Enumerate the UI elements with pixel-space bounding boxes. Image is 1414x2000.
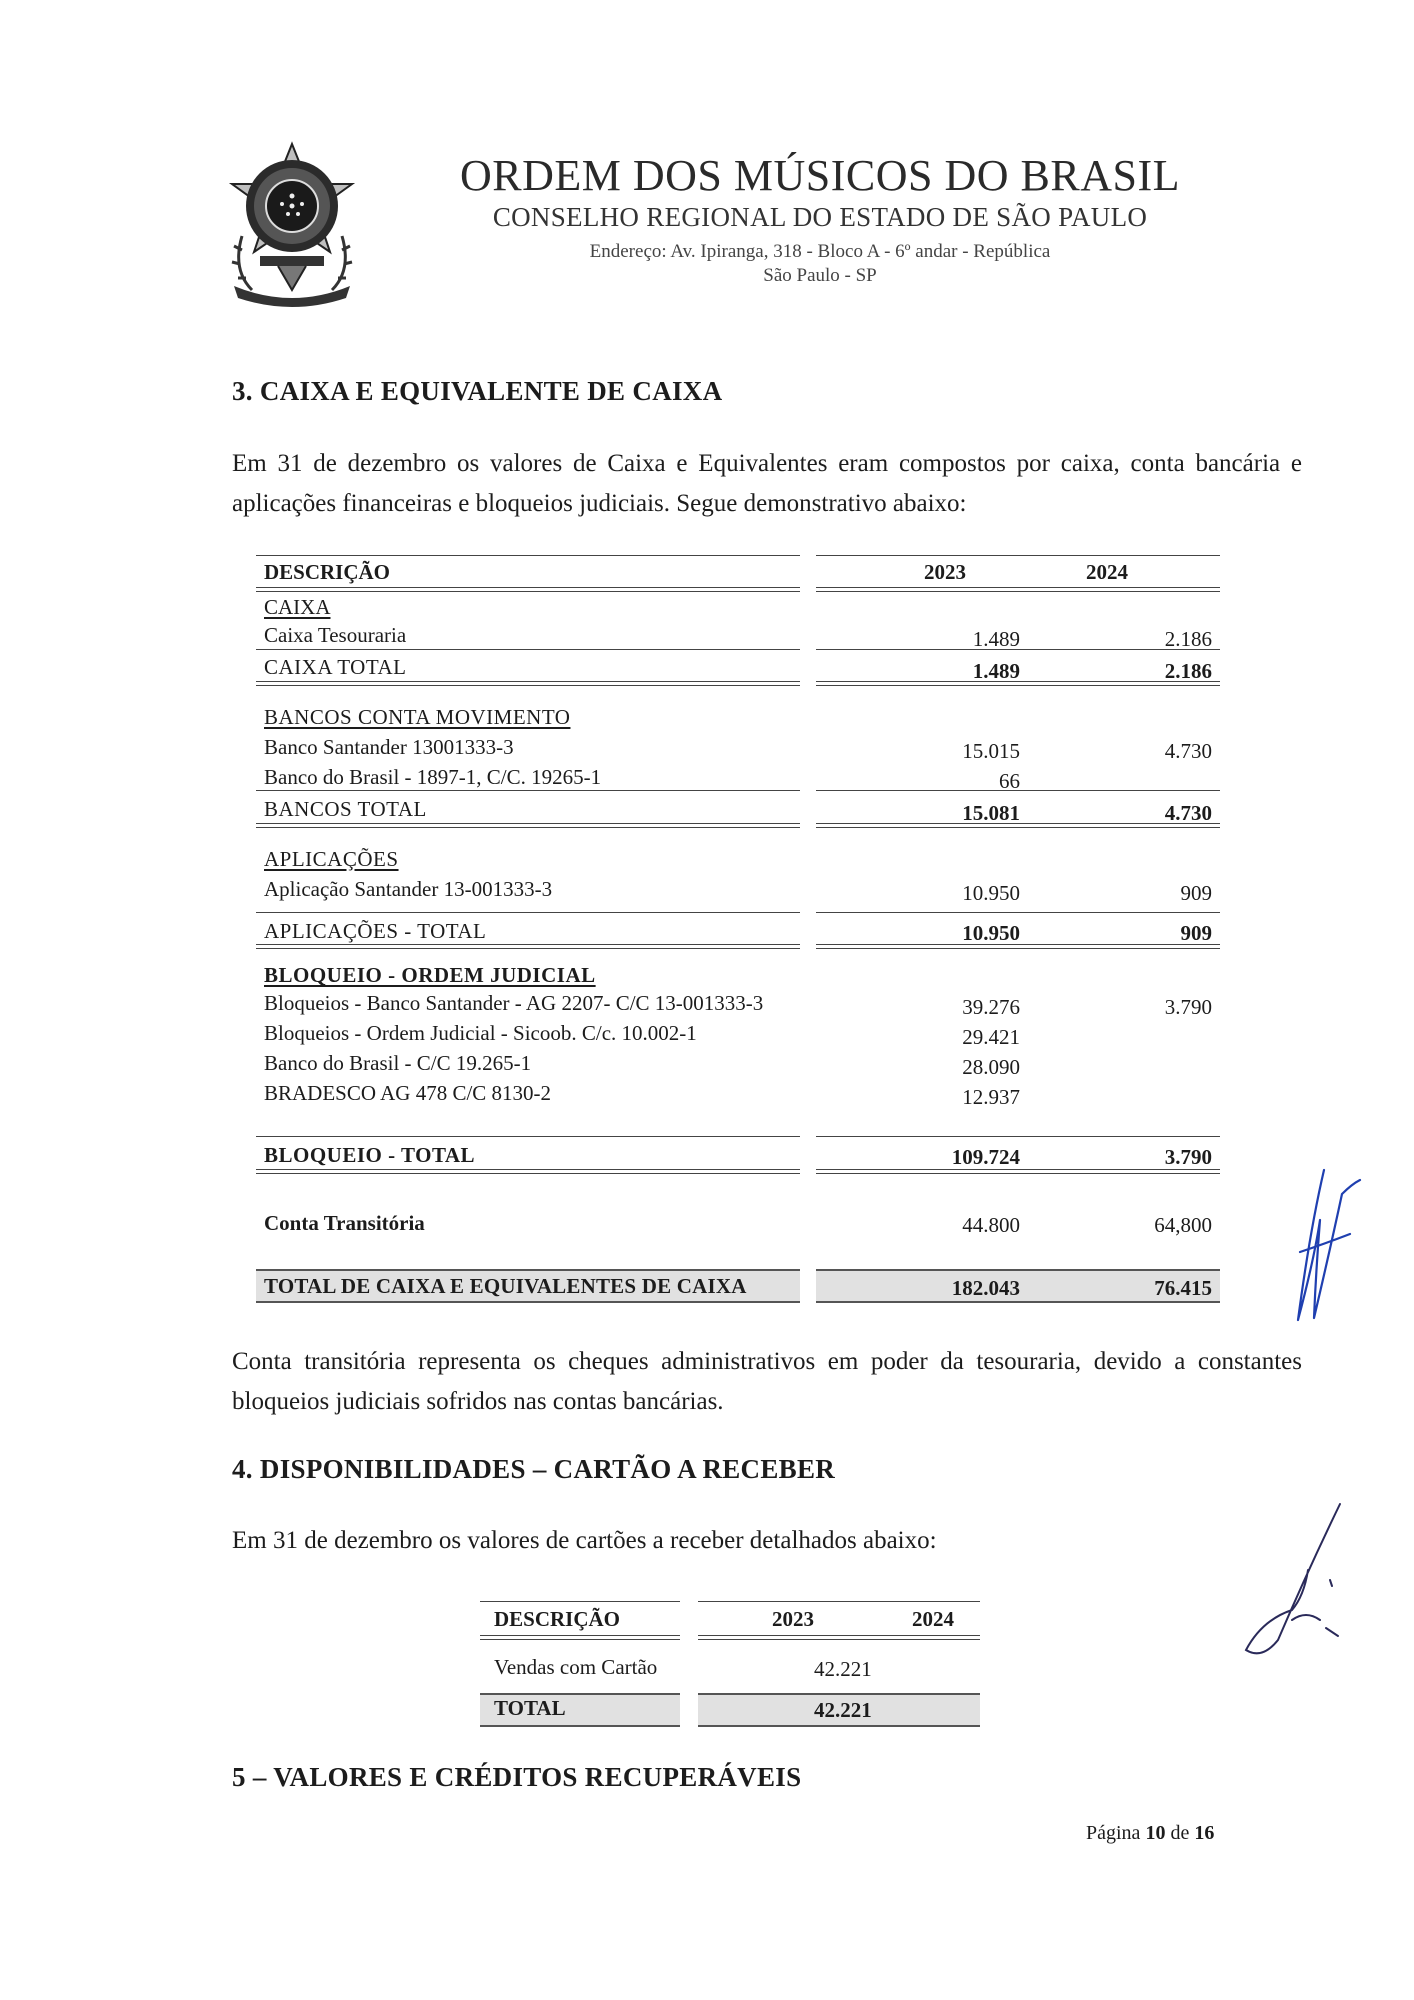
page-of: de <box>1170 1822 1190 1844</box>
group-title-aplicacoes: APLICAÇÕES <box>264 847 399 871</box>
col-header-2023: 2023 <box>772 1607 814 1631</box>
coat-of-arms-seal <box>212 140 372 316</box>
col-header-2023: 2023 <box>924 560 966 584</box>
row-label: BRADESCO AG 478 C/C 8130-2 <box>264 1081 552 1105</box>
total-2023: 1.489 <box>972 659 1020 683</box>
col-header-2024: 2024 <box>912 1607 954 1631</box>
row-label: Banco Santander 13001333-3 <box>264 735 514 759</box>
total-label: TOTAL <box>494 1696 566 1720</box>
value-2023: 39.276 <box>962 995 1020 1019</box>
total-2023: 10.950 <box>962 921 1020 945</box>
total-2023: 42.221 <box>814 1698 872 1722</box>
value-2023: 15.015 <box>962 739 1020 763</box>
page-number <box>1086 1822 1214 1845</box>
total-2024: 4.730 <box>1164 801 1212 825</box>
transitoria-2024: 64,800 <box>1154 1213 1212 1237</box>
row-label: Banco do Brasil - 1897-1, C/C. 19265-1 <box>264 765 602 789</box>
total-label: BLOQUEIO - TOTAL <box>264 1143 476 1167</box>
total-2024: 3.790 <box>1164 1145 1212 1169</box>
group-title-bloqueio: BLOQUEIO - ORDEM JUDICIAL <box>264 963 596 987</box>
total-2024: 2.186 <box>1164 659 1212 683</box>
row-label: Vendas com Cartão <box>494 1655 658 1679</box>
col-header-description: DESCRIÇÃO <box>264 560 391 584</box>
row-label: Banco do Brasil - C/C 19.265-1 <box>264 1051 532 1075</box>
grand-total-label: TOTAL DE CAIXA E EQUIVALENTES DE CAIXA <box>264 1274 747 1298</box>
col-header-2024: 2024 <box>1086 560 1128 584</box>
value-2023: 42.221 <box>814 1657 872 1681</box>
value-2023: 66 <box>999 769 1020 793</box>
value-2024: 4.730 <box>1164 739 1212 763</box>
value-2023: 28.090 <box>962 1055 1020 1079</box>
total-2023: 15.081 <box>962 801 1020 825</box>
row-label: Bloqueios - Banco Santander - AG 2207- C/C 13-001333-3 <box>264 991 764 1015</box>
value-2023: 12.937 <box>962 1085 1020 1109</box>
city-line: São Paulo - SP <box>763 265 877 287</box>
total-2023: 109.724 <box>951 1145 1020 1169</box>
total-2024: 909 <box>1180 921 1212 945</box>
handwritten-initials-signature <box>1280 1160 1370 1330</box>
total-label: BANCOS TOTAL <box>264 797 427 821</box>
council-name: CONSELHO REGIONAL DO ESTADO DE SÃO PAULO <box>492 202 1148 233</box>
value-2023: 10.950 <box>962 881 1020 905</box>
col-header-description: DESCRIÇÃO <box>494 1607 621 1631</box>
section-4-intro: Em 31 de dezembro os valores de cartões a receber detalhados abaixo: <box>232 1527 937 1554</box>
value-2024: 3.790 <box>1164 995 1212 1019</box>
group-title-caixa: CAIXA <box>264 595 331 619</box>
section-3-intro: Em 31 de dezembro os valores de Caixa e Equivalentes eram compostos por caixa, conta bancária e aplicações financeiras e bloqueios judiciais. Segue demonstrativo abaixo: <box>232 450 1302 517</box>
transitoria-2023: 44.800 <box>962 1213 1020 1237</box>
section-3-heading: 3. CAIXA E EQUIVALENTE DE CAIXA <box>232 376 723 406</box>
group-title-bancos: BANCOS CONTA MOVIMENTO <box>264 705 571 729</box>
page-total: 16 <box>1194 1822 1215 1844</box>
section-5-heading: 5 – VALORES E CRÉDITOS RECUPERÁVEIS <box>232 1762 802 1792</box>
page-label: Página <box>1086 1822 1141 1844</box>
total-label: APLICAÇÕES - TOTAL <box>264 919 487 943</box>
handwritten-initial-mark <box>1222 1500 1342 1670</box>
grand-total-2024: 76.415 <box>1154 1276 1212 1300</box>
row-label: Caixa Tesouraria <box>264 623 407 647</box>
cash-equivalents-table <box>256 555 1220 1315</box>
page-current: 10 <box>1145 1822 1166 1844</box>
row-label: Aplicação Santander 13-001333-3 <box>264 877 553 901</box>
section-4-heading: 4. DISPONIBILIDADES – CARTÃO A RECEBER <box>232 1454 836 1484</box>
value-2024: 909 <box>1180 881 1212 905</box>
letterhead <box>440 152 1200 287</box>
value-2023: 29.421 <box>962 1025 1020 1049</box>
row-label: Bloqueios - Ordem Judicial - Sicoob. C/c. 10.002-1 <box>264 1021 697 1045</box>
organization-name: ORDEM DOS MÚSICOS DO BRASIL <box>459 151 1181 200</box>
value-2024: 2.186 <box>1164 627 1212 651</box>
section-3-note: Conta transitória representa os cheques administrativos em poder da tesouraria, devido a constantes bloqueios judiciais sofridos nas contas bancárias. <box>232 1348 1302 1415</box>
grand-total-2023: 182.043 <box>951 1276 1020 1300</box>
transitoria-label: Conta Transitória <box>264 1211 425 1235</box>
total-label: CAIXA TOTAL <box>264 655 407 679</box>
card-receivables-table <box>480 1585 980 1735</box>
value-2023: 1.489 <box>972 627 1020 651</box>
address-line: Endereço: Av. Ipiranga, 318 - Bloco A - 6º andar - República <box>589 241 1051 263</box>
